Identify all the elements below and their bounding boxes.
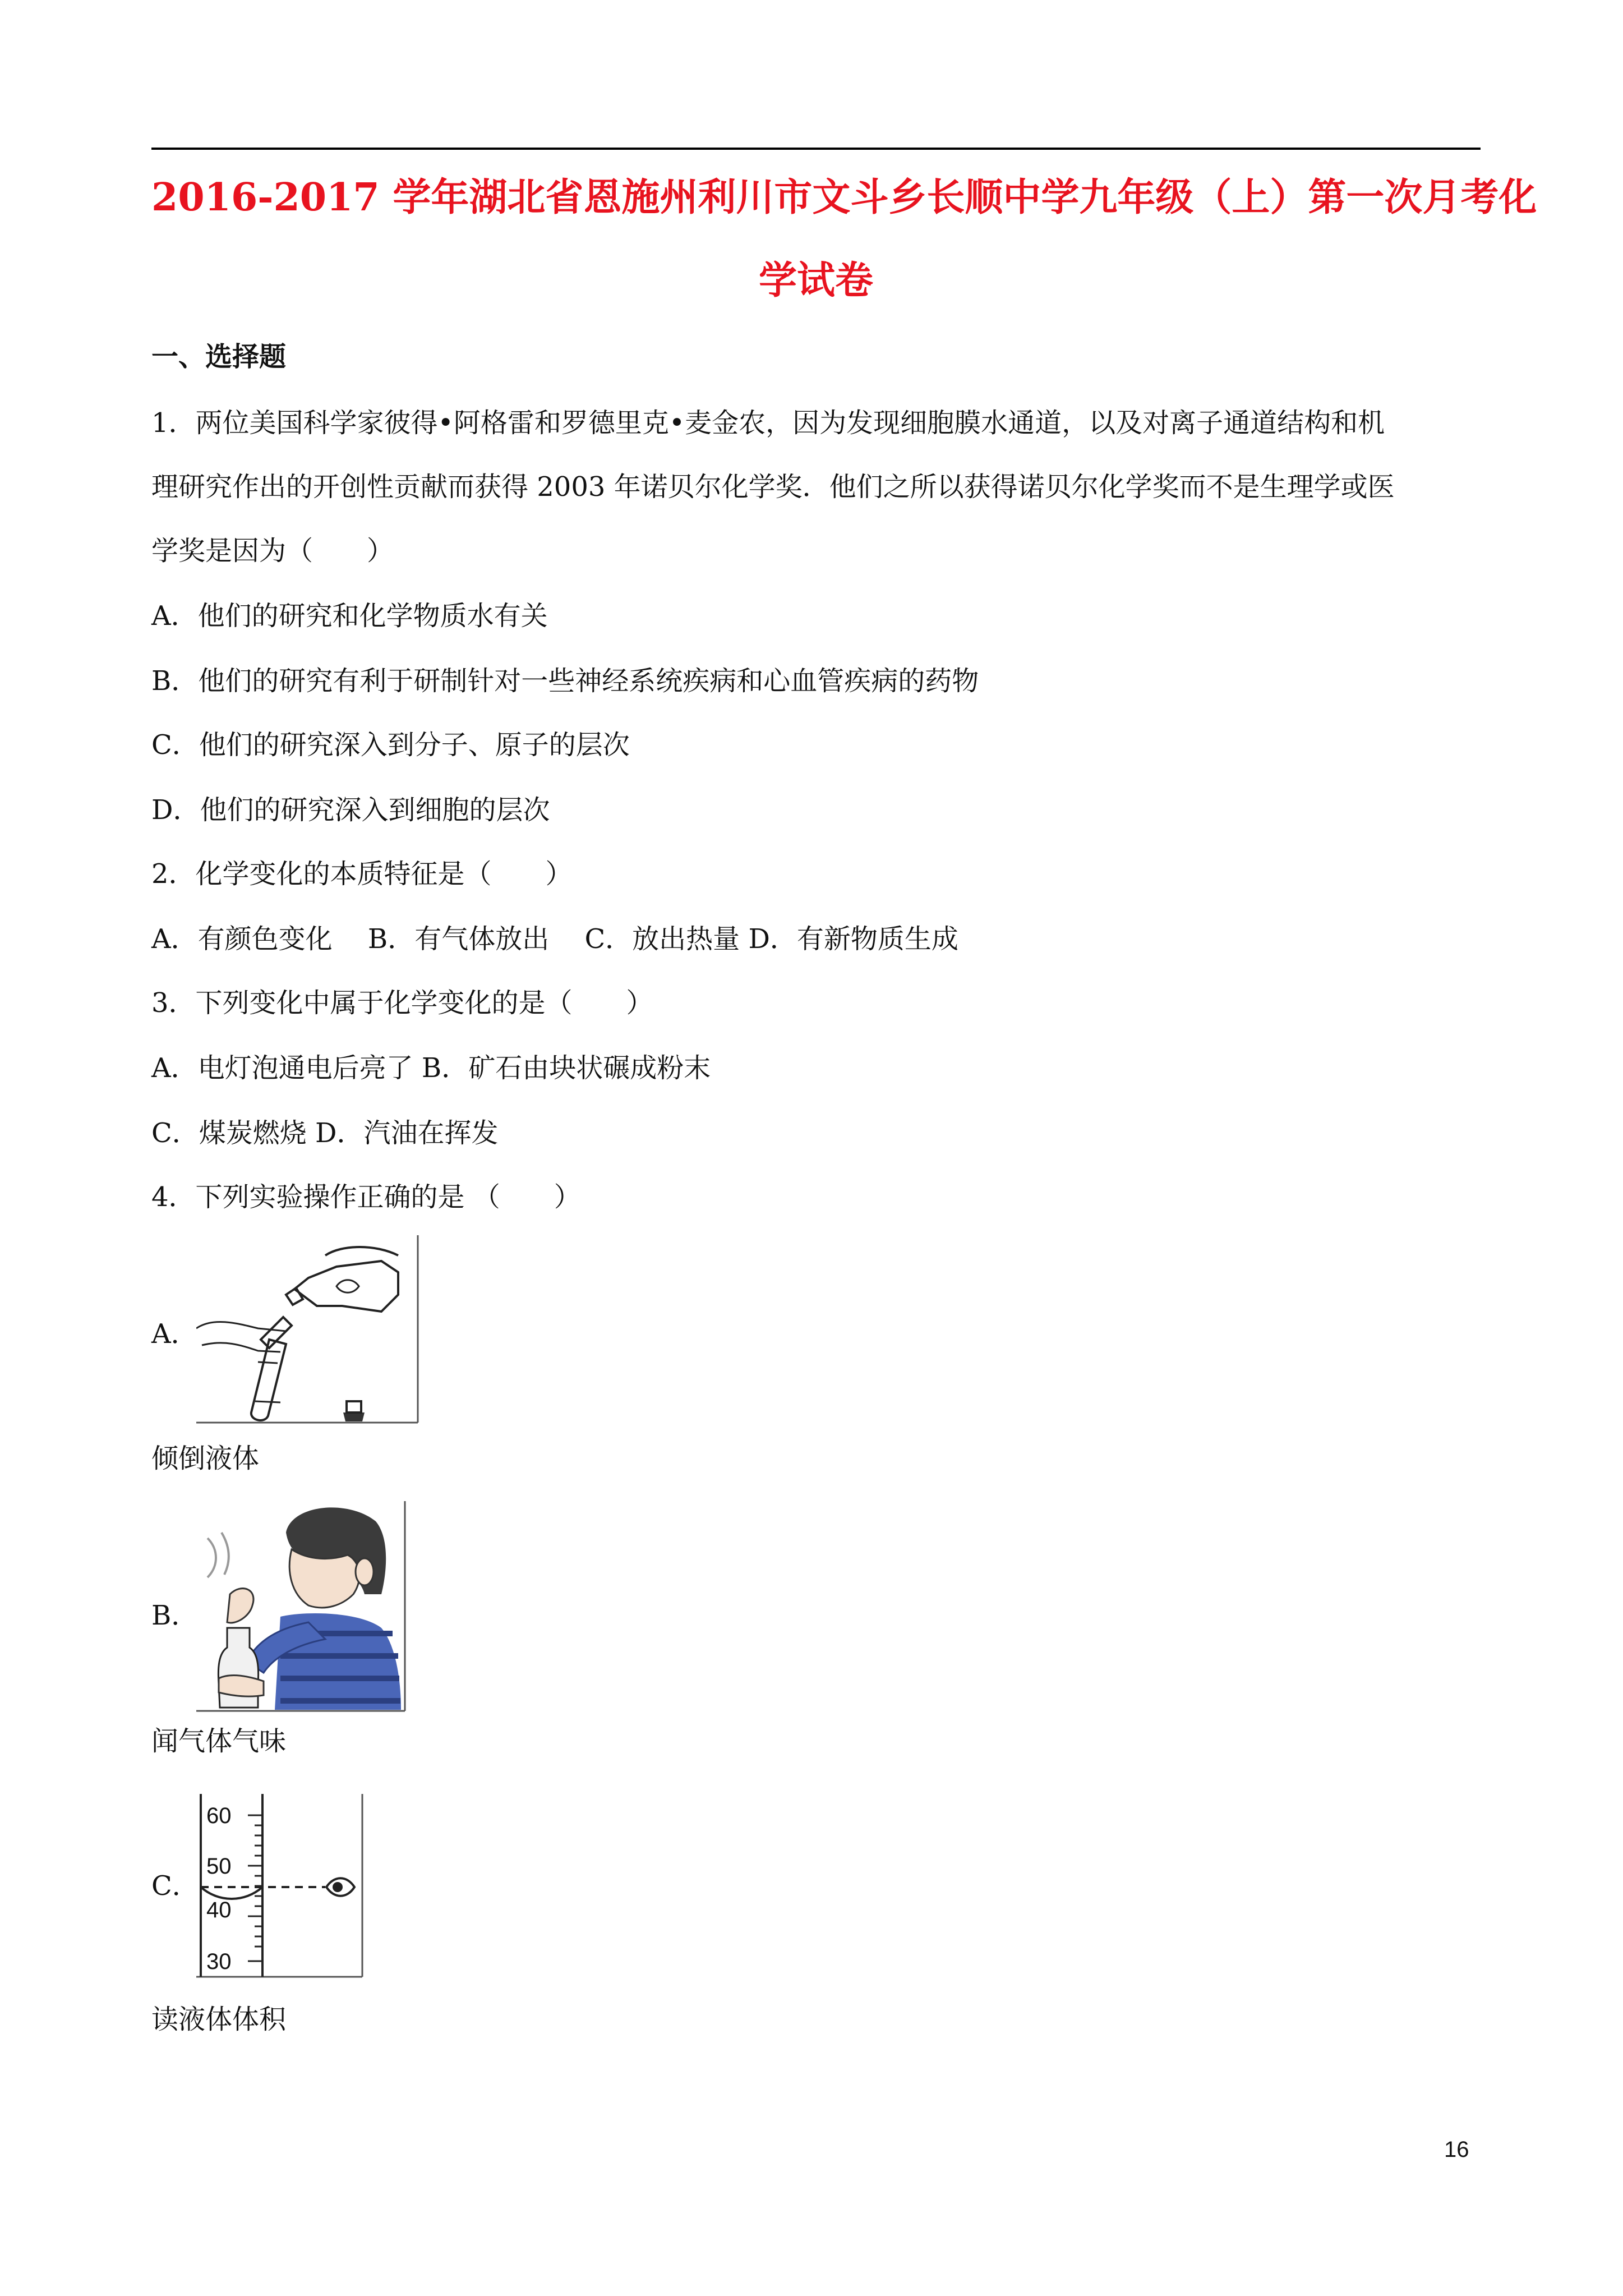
q2-options: A．有颜色变化 B．有气体放出 C．放出热量 D．有新物质生成 xyxy=(151,923,958,955)
pouring-liquid-figure xyxy=(196,1233,426,1424)
section-heading: 一、选择题 xyxy=(151,341,287,372)
smelling-gas-figure xyxy=(196,1499,407,1712)
q3-options-row1: A．电灯泡通电后亮了 B．矿石由块状碾成粉末 xyxy=(151,1052,711,1084)
graduated-cylinder-figure xyxy=(196,1793,365,1978)
q1-option-d: D．他们的研究深入到细胞的层次 xyxy=(151,794,550,826)
exam-title-line1: 2016-2017 学年湖北省恩施州利川市文斗乡长顺中学九年级（上）第一次月考化 xyxy=(151,175,1537,220)
scale-tick-30: 30 xyxy=(206,1949,232,1974)
scale-tick-60: 60 xyxy=(206,1803,232,1828)
q3-stem: 3．下列变化中属于化学变化的是（ ） xyxy=(151,987,653,1019)
scale-tick-40: 40 xyxy=(206,1898,232,1922)
page-number: 16 xyxy=(1444,2137,1469,2162)
q4-option-c-label: C． xyxy=(151,1870,199,1902)
q1-stem-line1: 1．两位美国科学家彼得•阿格雷和罗德里克•麦金农，因为发现细胞膜水通道，以及对离子通道结构和机 xyxy=(151,407,1385,439)
scale-tick-50: 50 xyxy=(206,1854,232,1879)
q1-option-b: B．他们的研究有利于研制针对一些神经系统疾病和心血管疾病的药物 xyxy=(151,665,979,697)
q4-option-b-caption: 闻气体气味 xyxy=(151,1726,287,1757)
q3-options-row2: C．煤炭燃烧 D．汽油在挥发 xyxy=(151,1117,499,1149)
q2-stem: 2．化学变化的本质特征是（ ） xyxy=(151,858,573,890)
q1-option-c: C．他们的研究深入到分子、原子的层次 xyxy=(151,729,630,761)
q1-stem-line3: 学奖是因为（ ） xyxy=(151,535,394,567)
q4-option-c-caption: 读液体体积 xyxy=(151,2004,287,2035)
q1-stem-line2: 理研究作出的开创性贡献而获得 2003 年诺贝尔化学奖．他们之所以获得诺贝尔化学奖而不是生理学或医 xyxy=(151,471,1395,503)
q4-option-b-label: B． xyxy=(151,1600,199,1631)
q4-option-a-label: A． xyxy=(151,1318,198,1350)
header-rule xyxy=(151,148,1481,150)
exam-title-line2: 学试卷 xyxy=(758,258,873,303)
q4-stem: 4．下列实验操作正确的是 （ ） xyxy=(151,1181,581,1213)
q1-option-a: A．他们的研究和化学物质水有关 xyxy=(151,600,548,632)
q4-option-a-caption: 倾倒液体 xyxy=(151,1443,260,1474)
